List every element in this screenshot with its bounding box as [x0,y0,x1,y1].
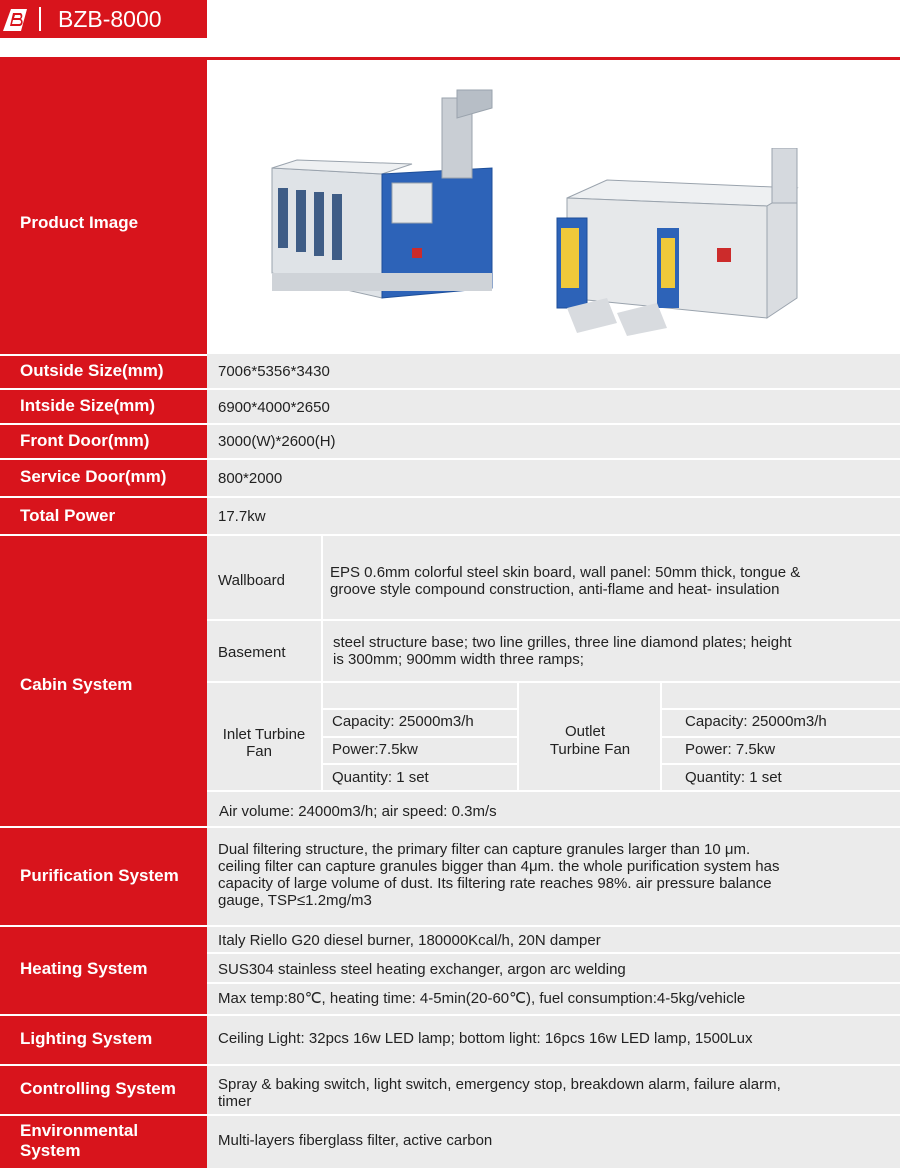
header-separator [39,7,41,31]
spray-booth-image-2 [547,148,807,338]
label-purification: Purification System [20,866,179,885]
heating-line2: SUS304 stainless steel heating exchanger, argon arc welding [218,961,626,978]
cell-divider [323,708,517,710]
label-lighting: Lighting System [20,1029,153,1048]
label-product-image: Product Image [20,213,139,232]
label-total-power: Total Power [20,506,116,525]
purification-line3: capacity of large volume of dust. Its filtering rate reaches 98%. air pressure balance [218,875,772,892]
row-divider [207,952,900,954]
value-inside-size: 6900*4000*2650 [218,399,330,416]
row-divider [207,619,900,621]
cell-divider [323,763,517,765]
label-front-door: Front Door(mm) [20,431,150,450]
divider [0,354,207,356]
row-divider [207,681,900,683]
divider [0,1114,207,1116]
outlet-capacity: Capacity: 25000m3/h [685,713,827,730]
wallboard-text-line1: EPS 0.6mm colorful steel skin board, wall panel: 50mm thick, tongue & [330,564,801,581]
label-environmental-line1: Environmental [20,1121,139,1140]
cell-divider [323,736,517,738]
inlet-fan-label-line1: Inlet Turbine [222,726,306,743]
row-service-door [207,460,900,496]
value-total-power: 17.7kw [218,508,266,525]
purification-line1: Dual filtering structure, the primary filter can capture granules larger than 10 μm. [218,841,751,858]
outlet-fan-label-line1: Outlet [564,723,606,740]
cell-divider [662,708,900,710]
label-environmental-line2: System [20,1141,81,1160]
lighting-line1: Ceiling Light: 32pcs 16w LED lamp; bottom light: 16pcs 16w LED lamp, 1500Lux [218,1030,753,1047]
outlet-fan-label-line2: Turbine Fan [549,741,631,758]
label-controlling: Controlling System [20,1079,176,1098]
divider [0,1064,207,1066]
label-inside-size: Intside Size(mm) [20,396,156,415]
inlet-quantity: Quantity: 1 set [332,769,429,786]
brand-logo-icon [3,7,29,31]
air-volume: Air volume: 24000m3/h; air speed: 0.3m/s [219,803,497,820]
row-divider [207,982,900,984]
divider [0,423,207,425]
purification-line2: ceiling filter can capture granules bigger than 4μm. the whole purification system has [218,858,780,875]
row-divider [207,790,900,792]
value-service-door: 800*2000 [218,470,283,487]
divider [0,458,207,460]
product-image-area [207,60,900,354]
label-service-door: Service Door(mm) [20,467,167,486]
cell-divider [662,736,900,738]
divider [0,1014,207,1016]
inlet-fan-label-line2: Fan [246,743,272,760]
row-total-power [207,498,900,534]
spray-booth-image-1 [262,88,512,333]
controlling-line2: timer [218,1093,252,1110]
inlet-power: Power:7.5kw [332,741,418,758]
value-front-door: 3000(W)*2600(H) [218,433,336,450]
model-title: BZB-8000 [58,6,162,32]
basement-label: Basement [218,644,286,661]
cell-divider [321,536,323,620]
label-cabin-system: Cabin System [20,675,133,694]
label-outside-size: Outside Size(mm) [20,361,164,380]
cell-divider [321,621,323,681]
label-heating: Heating System [20,959,148,978]
cell-divider [662,763,900,765]
basement-text-line2: is 300mm; 900mm width three ramps; [333,651,584,668]
value-outside-size: 7006*5356*3430 [218,363,330,380]
heating-line1: Italy Riello G20 diesel burner, 180000Kcal/h, 20N damper [218,932,601,949]
wallboard-text-line2: groove style compound construction, anti-flame and heat- insulation [330,581,780,598]
divider [0,388,207,390]
outlet-quantity: Quantity: 1 set [685,769,782,786]
divider [0,496,207,498]
divider [0,826,207,828]
divider [0,925,207,927]
divider [0,534,207,536]
purification-line4: gauge, TSP≤1.2mg/m3 [218,892,372,909]
environmental-line1: Multi-layers fiberglass filter, active carbon [218,1132,493,1149]
heating-line3: Max temp:80℃, heating time: 4-5min(20-60℃), fuel consumption:4-5kg/vehicle [218,990,746,1007]
controlling-line1: Spray & baking switch, light switch, emergency stop, breakdown alarm, failure alarm, [218,1076,781,1093]
basement-text-line1: steel structure base; two line grilles, three line diamond plates; height [333,634,792,651]
outlet-power: Power: 7.5kw [685,741,776,758]
wallboard-label: Wallboard [218,572,285,589]
inlet-capacity: Capacity: 25000m3/h [332,713,474,730]
